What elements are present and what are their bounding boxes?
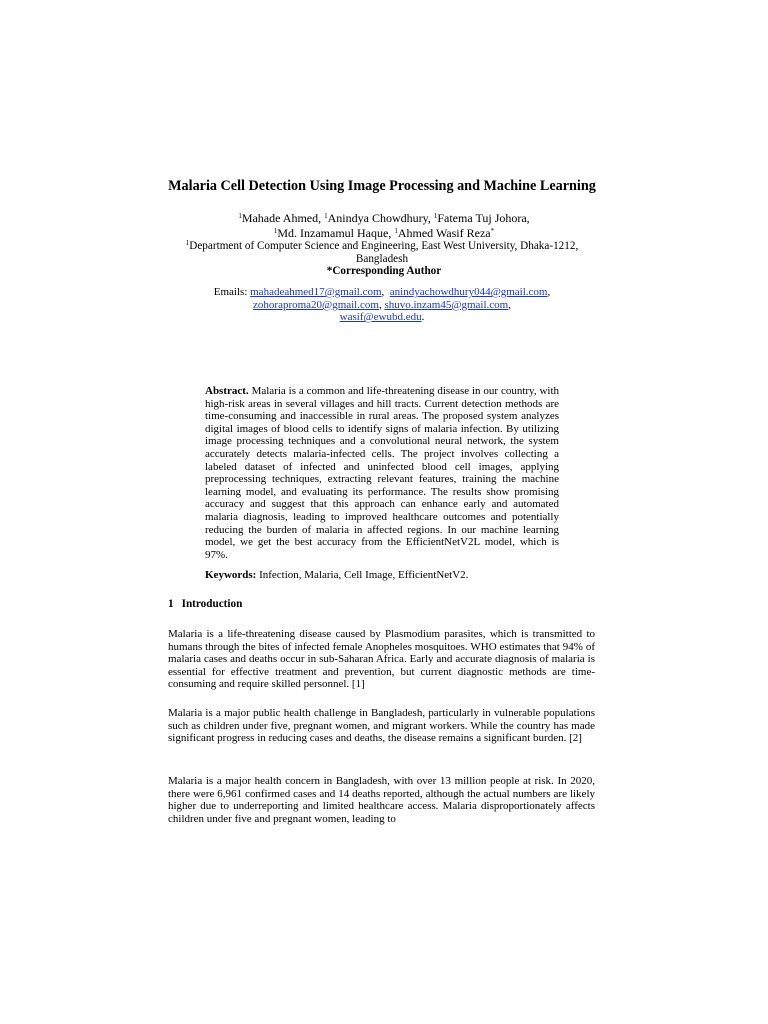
author-name: Md. Inzamamul Haque, xyxy=(277,226,395,240)
author-affil-sup: 1 xyxy=(324,212,328,220)
email-link[interactable]: shuvo.inzam45@gmail.com xyxy=(384,298,509,311)
affiliation xyxy=(160,240,604,266)
author-affil-sup: 1 xyxy=(433,212,438,220)
body-paragraph: Malaria is a life-threatening disease caused by Plasmodium parasites, which is transmitted to humans through the bites of infected female Anopheles mosquitoes. WHO estimates that 94% of malaria cases and deaths occur in sub-Saharan Africa. Early and accurate diagnosis of malaria is essential for effective treatment and prevention, but current diagnostic methods are time-consuming and require skilled personnel. [1] xyxy=(168,628,595,691)
emails-block: Emails: mahadeahmed17@gmail.com, anindyachowdhury044@gmail.com, zohoraproma20@gmail.com, shuvo.inzam45@gmail.com, wasif@ewubd.edu. xyxy=(213,286,551,324)
abstract-label: Abstract. xyxy=(205,385,249,397)
emails-label: Emails: xyxy=(213,286,251,298)
author-name: Mahade Ahmed, xyxy=(241,211,325,225)
email-link[interactable]: anindyachowdhury044@gmail.com xyxy=(389,286,548,298)
abstract-text: Malaria is a common and life-threatening disease in our country, with high-risk areas in several villages and hill tracts. Current detection methods are time-consuming and inaccessible in rural areas. The proposed system analyzes digital images of blood cells to identify signs of malaria infection. By utilizing image processing techniques and a convolutional neural network, the system accurately detects malaria-infected cells. The project involves collecting a labeled dataset of infected and uninfected blood cell images, applying preprocessing techniques, extracting relevant features, training the machine learning model, and evaluating its performance. The results show promising accuracy and suggest that this approach can enhance early and automated malaria diagnosis, leading to improved healthcare outcomes and potentially reducing the burden of malaria in affected regions. In our machine learning model, we get the best accuracy from the EfficientNetV2L model, which is 97%. xyxy=(205,385,560,561)
section-title: Introduction xyxy=(181,598,243,610)
email-link[interactable]: zohoraproma20@gmail.com xyxy=(253,298,379,311)
author-affil-sup: 1 xyxy=(273,227,278,235)
authors-line-1 xyxy=(100,212,668,225)
corresponding-author: *Corresponding Author xyxy=(326,265,442,277)
author-name: Fatema Tuj Johora, xyxy=(437,211,530,225)
email-link[interactable]: mahadeahmed17@gmail.com xyxy=(250,286,382,298)
author-name: Ahmed Wasif Reza xyxy=(397,226,491,240)
body-paragraph: Malaria is a major health concern in Bangladesh, with over 13 million people at risk. In 2020, there were 6,961 confirmed cases and 14 deaths reported, although the actual numbers are likely higher due to underreporting and limited healthcare access. Malaria disproportionately affects children under five and pregnant women, leading to xyxy=(168,775,595,825)
keywords xyxy=(205,569,559,582)
affiliation-text: Department of Computer Science and Engineering, East West University, Dhaka-1212, Bangladesh xyxy=(189,240,579,265)
author-affil-sup: 1 xyxy=(238,212,242,220)
corresponding-mark: * xyxy=(490,227,495,235)
author-affil-sup: 1 xyxy=(394,227,398,235)
author-name: Anindya Chowdhury, xyxy=(327,211,434,225)
keywords-text: Infection, Malaria, Cell Image, EfficientNetV2. xyxy=(259,569,469,581)
paper-title: Malaria Cell Detection Using Image Processing and Machine Learning xyxy=(168,178,596,194)
section-heading-introduction xyxy=(168,598,242,610)
email-link[interactable]: wasif@ewubd.edu xyxy=(339,311,422,324)
abstract xyxy=(205,385,559,561)
affiliation-sup: 1 xyxy=(185,239,190,247)
keywords-label: Keywords: xyxy=(205,569,257,581)
section-number: 1 xyxy=(168,598,174,610)
body-paragraph: Malaria is a major public health challenge in Bangladesh, particularly in vulnerable populations such as children under five, pregnant women, and migrant workers. While the country has made significant progress in reducing cases and deaths, the disease remains a significant burden. [2] xyxy=(168,707,595,745)
